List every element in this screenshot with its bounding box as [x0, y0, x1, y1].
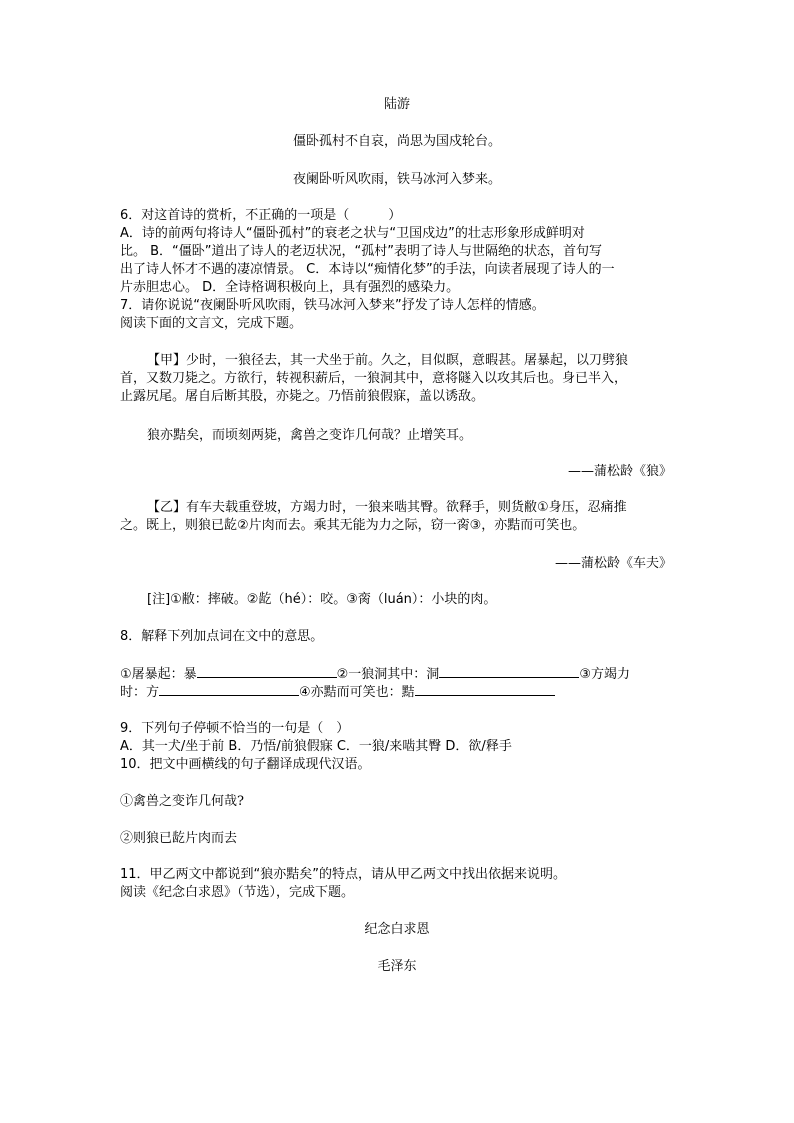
question-11: 11．甲乙两文中都说到“狼亦黠矣”的特点，请从甲乙两文中找出依据来说明。	[120, 867, 567, 882]
question-9-options: A．其一犬/坐于前 B．乃悟/前狼假寐 C．一狼/来啮其臀 D．欲/释手	[120, 739, 512, 754]
next-passage-title: 纪念白求恩	[364, 922, 430, 937]
passage-yi-line: 之。既上，则狼已龁②片肉而去。乘其无能为力之际，窃一脔③，亦黠而可笑也。	[120, 518, 586, 533]
q8-item-2: ②一狼洞其中：洞	[336, 667, 440, 682]
passage-yi-line: 【乙】有车夫载重登坡，方竭力时，一狼来啮其臀。欲释手，则货敝①身压，忍痛推	[147, 500, 627, 515]
passage-yi-source: ——蒲松龄《车夫》	[554, 556, 672, 571]
question-8-stem: 8．解释下列加点词在文中的意思。	[120, 629, 324, 644]
answer-blank[interactable]	[415, 683, 555, 696]
question-10-stem: 10．把文中画横线的句子翻译成现代汉语。	[120, 757, 371, 772]
answer-blank[interactable]	[159, 683, 299, 696]
next-reading-intro: 阅读《纪念白求恩》（节选），完成下题。	[120, 885, 355, 900]
passage-jia-source: ——蒲松龄《狼》	[567, 464, 672, 479]
question-6-options-line: 片赤胆忠心。 D．全诗格调积极向上，具有强烈的感染力。	[120, 280, 460, 295]
q8-item-3-cont: 时：方	[120, 685, 160, 700]
q8-item-1: ①屠暴起：暴	[120, 667, 197, 682]
question-10-sentence-1: ①禽兽之变诈几何哉?	[120, 794, 244, 809]
q8-item-3: ③方竭力	[579, 667, 630, 682]
answer-blank[interactable]	[439, 665, 579, 678]
question-8-row-2	[120, 683, 555, 702]
question-6-options-line: 出了诗人怀才不遇的凄凉情景。 C．本诗以“痴情化梦”的手法，向读者展现了诗人的一	[120, 262, 615, 277]
question-6-options-line: A．诗的前两句将诗人“僵卧孤村”的衰老之状与“卫国戍边”的壮志形象形成鲜明对	[120, 226, 585, 241]
question-6-stem: 6．对这首诗的赏析，不正确的一项是（ ）	[120, 208, 402, 223]
q8-item-4: ④亦黠而可笑也：黠	[299, 685, 415, 700]
next-passage-author: 毛泽东	[377, 959, 417, 974]
question-9-stem: 9．下列句子停顿不恰当的一句是（ ）	[120, 721, 350, 736]
question-7: 7．请你说说“夜阑卧听风吹雨，铁马冰河入梦来”抒发了诗人怎样的情感。	[120, 298, 545, 313]
annotation-note: [注]①敝：摔破。②龁（hé）：咬。③脔（luán）：小块的肉。	[147, 592, 497, 607]
passage-jia-line: 【甲】少时，一狼径去，其一犬坐于前。久之，目似瞑，意暇甚。屠暴起，以刀劈狼	[147, 353, 629, 368]
poem-line-1: 僵卧孤村不自哀，尚思为国戍轮台。	[292, 134, 501, 149]
passage-jia-line: 首，又数刀毙之。方欲行，转视积薪后，一狼洞其中，意将隧入以攻其后也。身已半入，	[120, 371, 628, 386]
answer-blank[interactable]	[197, 665, 337, 678]
poem-author: 陆游	[383, 97, 410, 112]
question-10-sentence-2: ②则狼已龁片肉而去	[120, 831, 238, 846]
poem-line-2: 夜阑卧听风吹雨，铁马冰河入梦来。	[292, 172, 501, 187]
passage-jia-line: 止露尻尾。屠自后断其股，亦毙之。乃悟前狼假寐，盖以诱敌。	[120, 389, 485, 404]
passage-jia-comment: 狼亦黠矣，而顷刻两毙，禽兽之变诈几何哉？止增笑耳。	[147, 428, 473, 443]
question-6-options-line: 比。 B．“僵卧”道出了诗人的老迈状况，“孤村”表明了诗人与世隔绝的状态，首句写	[120, 244, 602, 259]
question-8-row-1	[120, 665, 630, 684]
wenyan-intro: 阅读下面的文言文，完成下题。	[120, 316, 303, 331]
